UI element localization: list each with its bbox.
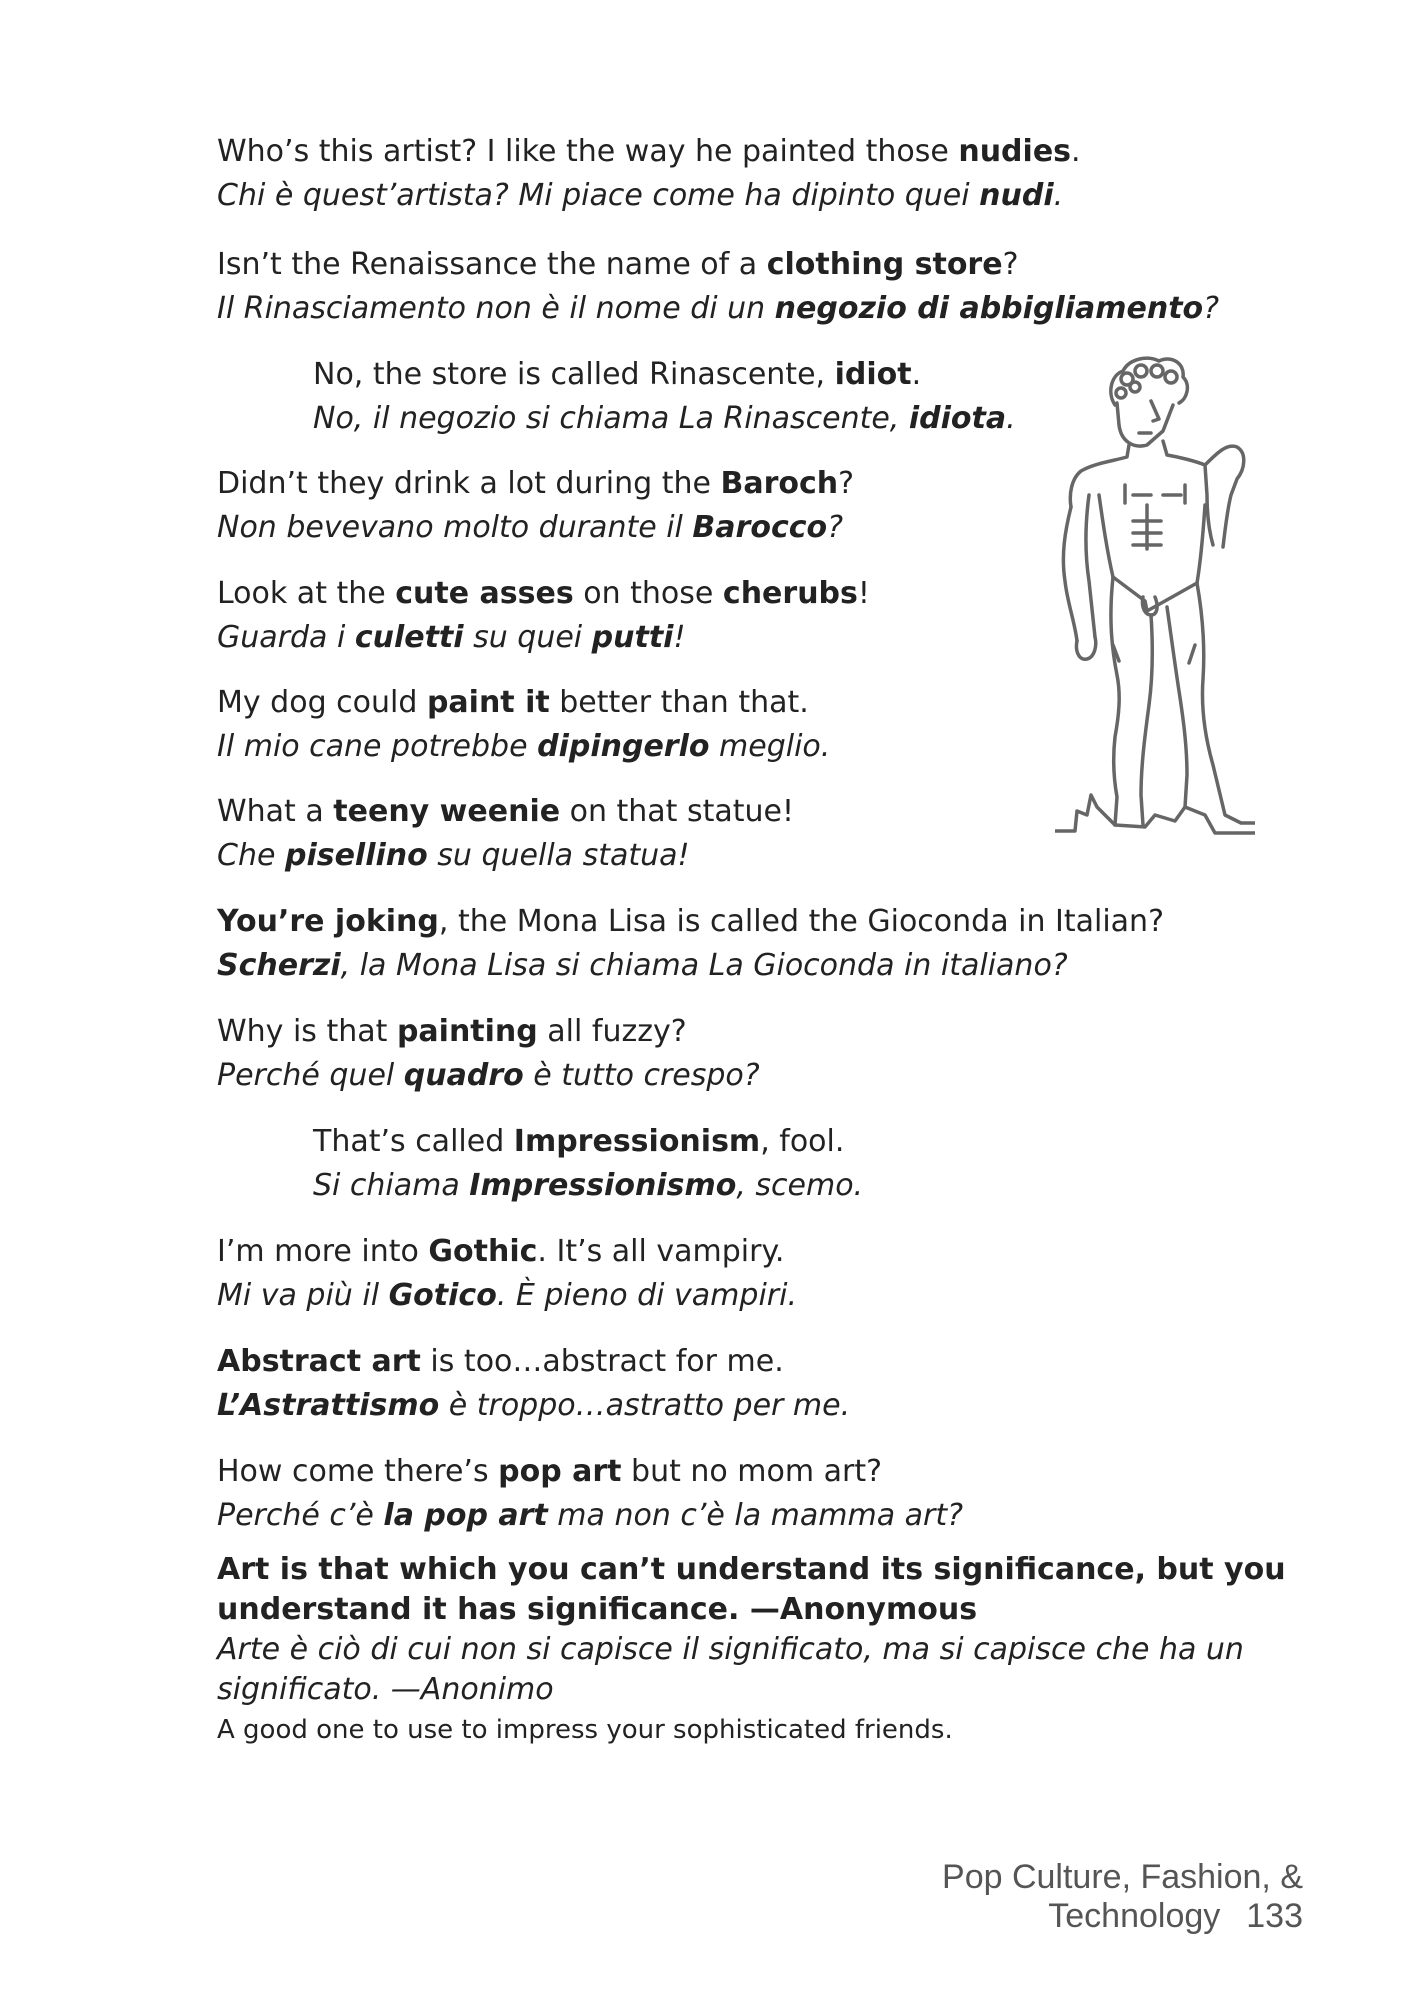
- italian-phrase: [217, 1054, 1217, 1098]
- phrase-text: Non bevevano molto durante il: [217, 510, 693, 545]
- phrase-text: .: [1053, 178, 1064, 213]
- english-phrase: [217, 243, 1217, 287]
- phrase-entry: [217, 1230, 1217, 1318]
- italian-phrase: [217, 1384, 1217, 1428]
- phrase-entry: [217, 1010, 1217, 1098]
- key-term: Barocco: [692, 510, 828, 545]
- phrase-text: su quei: [463, 620, 592, 655]
- section-title: Pop Culture, Fashion, & Technology: [942, 1858, 1303, 1935]
- key-term: Abstract art: [217, 1344, 421, 1379]
- phrase-text: ?: [1002, 247, 1019, 282]
- phrase-text: Isn’t the Renaissance the name of a: [217, 247, 767, 282]
- phrase-text: .: [1006, 401, 1016, 436]
- key-term: quadro: [403, 1058, 524, 1093]
- quote-note: A good one to use to impress your sophisticated friends.: [217, 1715, 953, 1745]
- phrase-text: Guarda i: [217, 620, 355, 655]
- phrase-entry: [313, 1120, 1313, 1208]
- quote-en-line: understand it has significance. —Anonymous: [217, 1592, 978, 1627]
- quote-it-line: Arte è ciò di cui non si capisce il significato, ma si capisce che ha un: [217, 1632, 1244, 1667]
- phrase-text: Didn’t they drink a lot during the: [217, 466, 721, 501]
- phrase-text: Perché quel: [217, 1058, 404, 1093]
- phrase-text: That’s called: [313, 1124, 514, 1159]
- david-statue-icon: [1055, 345, 1255, 855]
- key-term: Gotico: [388, 1278, 497, 1313]
- phrase-text: , the Mona Lisa is called the Gioconda in Italian?: [438, 904, 1164, 939]
- phrase-text: ?: [1203, 291, 1220, 326]
- key-term: dipingerlo: [537, 729, 710, 764]
- phrase-text: , scemo.: [736, 1168, 864, 1203]
- key-term: cute asses: [395, 576, 574, 611]
- quote-it-line: significato. —Anonimo: [217, 1672, 554, 1707]
- key-term: idiota: [908, 401, 1007, 436]
- english-phrase: [217, 1450, 1217, 1494]
- phrase-text: meglio.: [709, 729, 831, 764]
- phrase-entry: [217, 900, 1217, 988]
- key-term: culetti: [354, 620, 464, 655]
- phrase-text: but no mom art?: [621, 1454, 883, 1489]
- key-term: Baroch: [720, 466, 839, 501]
- key-term: nudi: [979, 178, 1054, 213]
- phrase-text: Mi va più il: [217, 1278, 389, 1313]
- key-term: Gothic: [428, 1234, 538, 1269]
- key-term: clothing store: [766, 247, 1003, 282]
- phrase-text: Perché c’è: [217, 1498, 384, 1533]
- italian-phrase: [217, 1494, 1217, 1538]
- phrase-entry: [217, 1340, 1217, 1428]
- english-phrase: [217, 1010, 1217, 1054]
- english-phrase: [217, 1340, 1217, 1384]
- phrase-text: Why is that: [217, 1014, 397, 1049]
- key-term: la pop art: [383, 1498, 548, 1533]
- english-phrase: [313, 1120, 1313, 1164]
- quote-block: [217, 1550, 1286, 1750]
- phrase-entry: [217, 1450, 1217, 1538]
- english-phrase: [217, 900, 1217, 944]
- key-term: teeny weenie: [333, 794, 561, 829]
- key-term: nudies: [958, 134, 1072, 169]
- key-term: L’Astrattismo: [217, 1388, 440, 1423]
- key-term: putti: [591, 620, 674, 655]
- phrase-text: , fool.: [760, 1124, 845, 1159]
- phrase-text: No, il negozio si chiama La Rinascente,: [313, 401, 909, 436]
- key-term: painting: [396, 1014, 538, 1049]
- italian-phrase: [217, 944, 1217, 988]
- key-term: Impressionism: [513, 1124, 761, 1159]
- key-term: idiot: [834, 357, 912, 392]
- italian-phrase: [313, 1164, 1313, 1208]
- phrase-text: Si chiama: [313, 1168, 470, 1203]
- key-term: Impressionismo: [469, 1168, 737, 1203]
- phrase-text: ma non c’è la mamma art?: [547, 1498, 964, 1533]
- phrase-text: Look at the: [217, 576, 396, 611]
- phrase-text: How come there’s: [217, 1454, 499, 1489]
- phrase-entry: [217, 130, 1217, 218]
- phrase-text: I’m more into: [217, 1234, 429, 1269]
- phrase-text: on those: [573, 576, 723, 611]
- phrase-text: Chi è quest’artista? Mi piace come ha dipinto quei: [217, 178, 980, 213]
- english-phrase: [217, 1230, 1217, 1274]
- quote-en-line: Art is that which you can’t understand its significance, but you: [217, 1552, 1286, 1587]
- key-term: You’re joking: [217, 904, 439, 939]
- phrase-text: ?: [827, 510, 844, 545]
- page-footer: [700, 1858, 1303, 1936]
- key-term: pop art: [498, 1454, 622, 1489]
- italian-phrase: [217, 1274, 1217, 1318]
- key-term: paint it: [426, 685, 550, 720]
- phrase-text: all fuzzy?: [537, 1014, 687, 1049]
- phrase-text: .: [911, 357, 922, 392]
- italian-phrase: [217, 174, 1217, 218]
- phrase-text: !: [857, 576, 870, 611]
- phrase-text: Il Rinasciamento non è il nome di un: [217, 291, 775, 326]
- phrase-text: .: [1071, 134, 1081, 169]
- phrase-entry: [217, 243, 1220, 331]
- key-term: pisellino: [284, 838, 428, 873]
- phrase-text: . It’s all vampiry.: [537, 1234, 785, 1269]
- phrase-text: on that statue!: [560, 794, 795, 829]
- phrase-text: è troppo…astratto per me.: [439, 1388, 851, 1423]
- phrase-text: Che: [217, 838, 285, 873]
- phrase-text: . È pieno di vampiri.: [496, 1278, 797, 1313]
- phrase-text: What a: [217, 794, 334, 829]
- phrase-text: Who’s this artist? I like the way he painted those: [217, 134, 959, 169]
- italian-phrase: [217, 287, 1220, 331]
- key-term: negozio di abbigliamento: [774, 291, 1204, 326]
- phrase-text: better than that.: [549, 685, 809, 720]
- key-term: cherubs: [722, 576, 858, 611]
- page-number: 133: [1246, 1897, 1303, 1935]
- phrase-text: No, the store is called Rinascente,: [313, 357, 835, 392]
- phrase-text: !: [673, 620, 686, 655]
- phrase-text: is too…abstract for me.: [420, 1344, 784, 1379]
- english-phrase: [217, 130, 1217, 174]
- phrase-text: , la Mona Lisa si chiama La Gioconda in italiano?: [340, 948, 1068, 983]
- phrase-text: è tutto crespo?: [523, 1058, 760, 1093]
- phrase-text: su quella statua!: [427, 838, 690, 873]
- key-term: Scherzi: [217, 948, 341, 983]
- phrase-text: My dog could: [217, 685, 427, 720]
- phrase-text: Il mio cane potrebbe: [217, 729, 538, 764]
- phrase-text: ?: [838, 466, 855, 501]
